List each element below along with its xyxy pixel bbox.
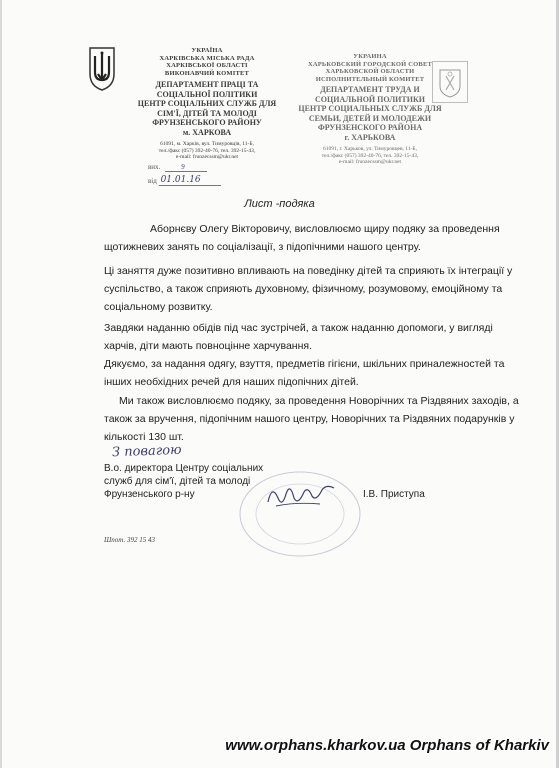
outgoing-number-value: 9 <box>181 163 185 171</box>
org-line: ИСПОЛНИТЕЛЬНЫЙ КОМИТЕТ <box>315 75 425 83</box>
outgoing-date-label: від <box>148 177 157 185</box>
outgoing-number-label: вих. <box>148 163 161 171</box>
address-line: e-mail: frunzecssm@ukr.net <box>338 159 402 165</box>
dept-line: ЦЕНТР СОЦИАЛЬНЫХ СЛУЖБ ДЛЯ <box>298 104 442 113</box>
outgoing-date-value: 01.01.16 <box>160 175 201 185</box>
dept-line: ДЕПАРТАМЕНТ ТРУДА И <box>320 85 420 94</box>
header-russian <box>285 53 455 166</box>
header-ukrainian <box>126 47 288 161</box>
handwritten-signature <box>262 472 342 516</box>
body-paragraph: Ми також висловлюємо подяку, за проведення Новорічних та Різдвяних заходів, а також за вручення, підопічним нашого центру, Новорічних та Різдвяних подарунків у кількості 130 шт. <box>104 395 519 443</box>
address-line: e-mail: frunzecssm@ukr.net <box>175 154 239 160</box>
dept-line: СІМ'Ї, ДІТЕЙ ТА МОЛОДІ <box>157 108 257 118</box>
address-line: 61091, г. Харьков, ул. Тимуровцев, 11-Б, <box>323 146 417 152</box>
address-line: 61091, м. Харків, вул. Тимуровців, 11-Б, <box>160 141 254 147</box>
page-edge-left <box>0 0 2 768</box>
body-paragraph: Завдяки наданню обідів під час зустрічей, а також наданню допомоги, у вигляді харчів, діти мають повноцінне харчування. <box>104 322 493 352</box>
body-paragraph: Дякуємо, за надання одягу, взуття, предметів гігієни, шкільних приналежностей та інших необхідних речей для наших підопічних дітей. <box>104 358 505 388</box>
kharkiv-coat-of-arms-icon <box>432 61 468 103</box>
outgoing-date <box>148 176 221 187</box>
dept-line: ДЕПАРТАМЕНТ ПРАЦІ ТА <box>155 80 259 89</box>
address-line: тел./факс (057) 392-40-76, тел. 392-15-43, <box>158 147 256 154</box>
dept-line: ФРУНЗЕНСЬКОГО РАЙОНУ <box>152 118 262 127</box>
site-watermark: www.orphans.kharkov.ua Orphans of Kharkiv <box>225 737 549 754</box>
dept-line: СОЦИАЛЬНОЙ ПОЛИТИКИ <box>315 94 425 104</box>
position-line: В.о. директора Центру соціальних <box>104 463 264 474</box>
org-line: ВИКОНАВЧИЙ КОМІТЕТ <box>164 69 250 77</box>
position-line: Фрунзенського р-ну <box>104 489 195 500</box>
org-line: УКРАЇНА <box>191 47 223 54</box>
dept-line: СЕМЬИ, ДЕТЕЙ И МОЛОДЕЖИ <box>308 113 432 123</box>
dept-line: ЦЕНТР СОЦІАЛЬНИХ СЛУЖБ ДЛЯ <box>137 99 277 108</box>
signatory-name: І.В. Приступа <box>363 489 425 500</box>
dept-line: СОЦІАЛЬНОЇ ПОЛІТИКИ <box>156 89 258 99</box>
phone-note: Шпот. 392 15 43 <box>104 536 155 544</box>
org-line: ХАРКІВСЬКОЇ ОБЛАСТІ <box>166 62 248 69</box>
position-line: служб для сім'ї, дітей та молоді <box>104 476 251 487</box>
dept-line: г. ХАРЬКОВА <box>344 132 396 142</box>
regards-handwritten: З повагою <box>111 442 182 461</box>
trident-emblem-icon <box>86 44 118 92</box>
org-line: УКРАИНА <box>353 53 387 60</box>
org-line: ХАРЬКОВСКОЙ ОБЛАСТИ <box>325 68 415 75</box>
org-line: ХАРЬКОВСКИЙ ГОРОДСКОЙ СОВЕТ <box>307 60 433 68</box>
letter-title: Лист -подяка <box>244 198 315 210</box>
address-line: тел./факс (057) 392-40-76, тел. 392-15-43, <box>321 152 419 159</box>
dept-line: ФРУНЗЕНСКОГО РАЙОНА <box>317 123 423 132</box>
body-paragraph: Ці заняття дуже позитивно впливають на поведінку дітей та сприяють їх інтеграції у суспільство, а також сприяють духовному, фізичному, розумовому, емоційному та соціальному розвитку. <box>104 265 513 313</box>
outgoing-number <box>148 163 207 172</box>
body-paragraph: Аборнєву Олегу Вікторовичу, висловлюємо щиру подяку за проведення щотижневих занять по соціалізації, з підопічними нашого центру. <box>104 223 500 253</box>
org-line: ХАРКІВСЬКА МІСЬКА РАДА <box>159 54 255 62</box>
dept-line: м. ХАРКОВА <box>182 127 232 137</box>
